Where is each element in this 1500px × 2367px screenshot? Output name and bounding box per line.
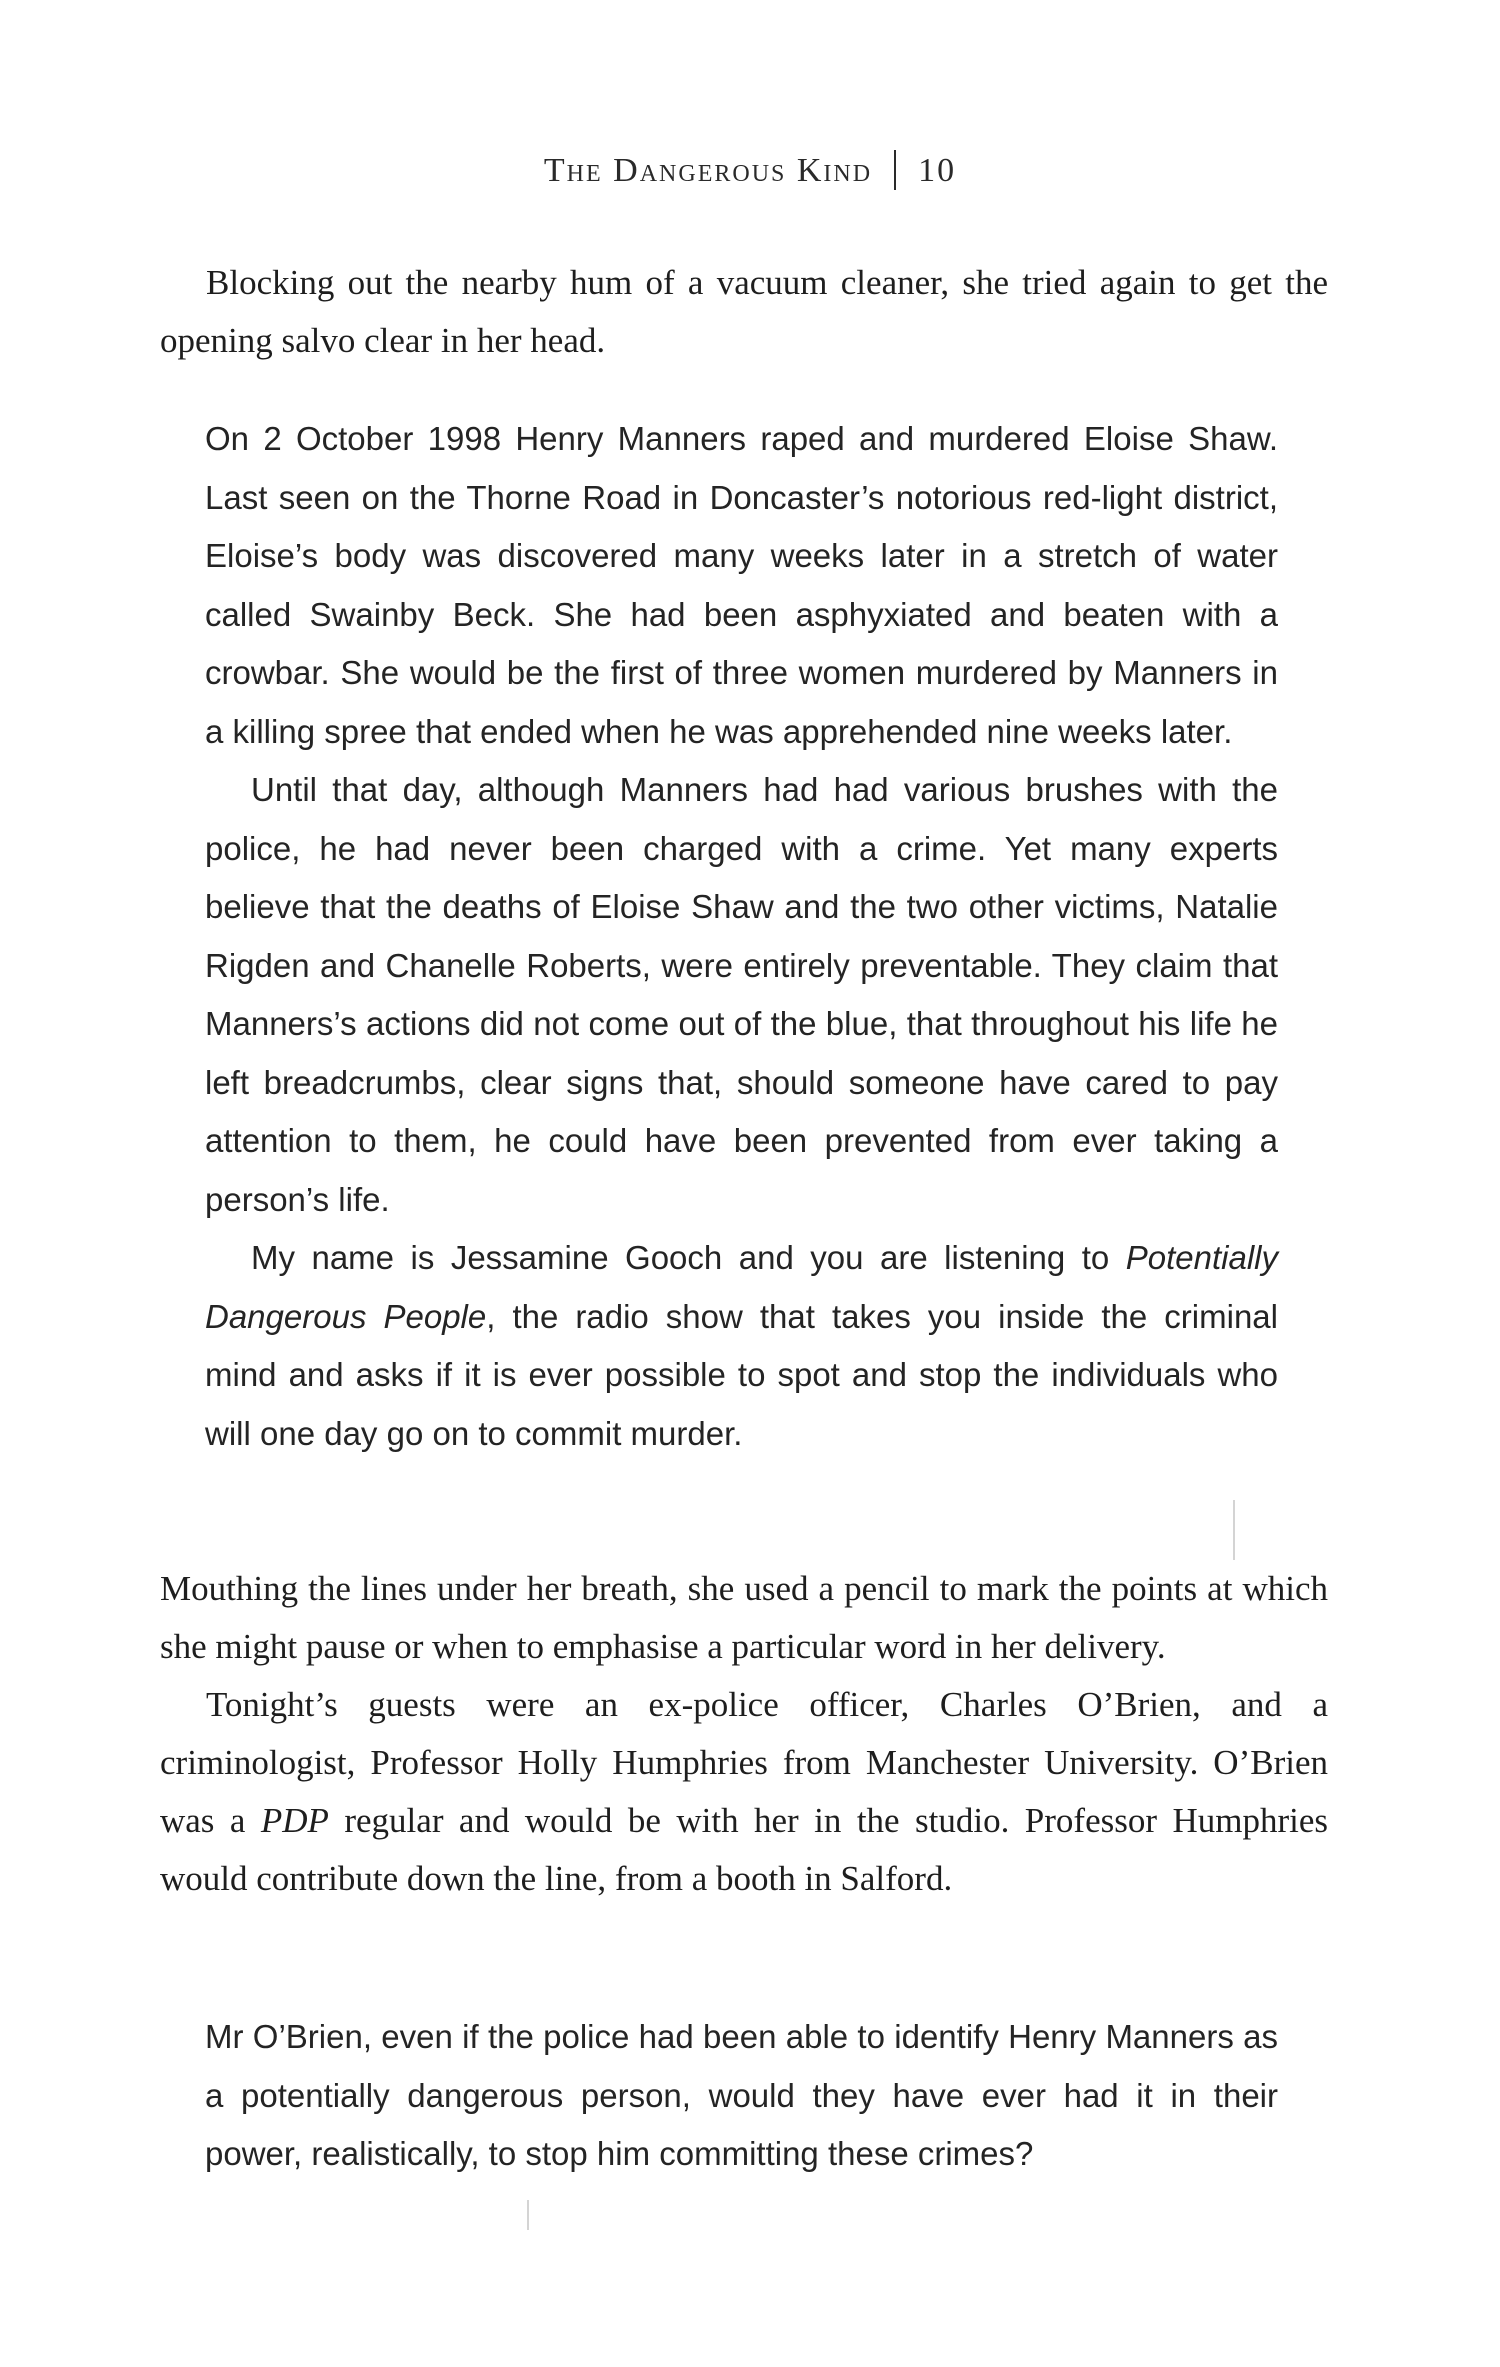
page-number: 10 xyxy=(918,152,957,189)
show-abbreviation: PDP xyxy=(260,1801,329,1840)
scan-artifact xyxy=(527,2200,529,2230)
narrative-paragraph xyxy=(160,1676,1328,1908)
narrative-middle xyxy=(160,1560,1328,1908)
narrative-paragraph: Blocking out the nearby hum of a vacuum cleaner, she tried again to get the opening salvo clear in her head. xyxy=(160,263,1328,360)
script-paragraph: Until that day, although Manners had had various brushes with the police, he had never been charged with a crime. Yet many experts believe that the deaths of Eloise Shaw and the two other victims, Natalie Rigden and Chanelle Roberts, were entirely preventable. They claim that Manners’s actions did not come out of the blue, that throughout his life he left breadcrumbs, clear signs that, should someone have cared to pay attention to them, he could have been prevented from ever taking a person’s life. xyxy=(205,771,1278,1218)
narrative-text: Tonight’s guests were an ex-police officer, Charles O’Brien, and a criminologist, Professor Holly Humphries from Manchester University. O’Brien was a xyxy=(160,1685,1328,1840)
show-title: Potentially Dangerous People xyxy=(205,1239,1278,1335)
header-separator xyxy=(894,150,896,190)
script-paragraph: Mr O’Brien, even if the police had been able to identify Henry Manners as a potentially dangerous person, would they have ever had it in their power, realistically, to stop him committing these crimes? xyxy=(205,2018,1278,2172)
script-text: , the radio show that takes you inside the criminal mind and asks if it is ever possible to spot and stop the individuals who will one day go on to commit murder. xyxy=(205,1297,1278,1452)
script-block-1 xyxy=(205,410,1278,1463)
narrative-paragraph: Mouthing the lines under her breath, she used a pencil to mark the points at which she might pause or when to emphasise a particular word in her delivery. xyxy=(160,1569,1328,1666)
scan-artifact xyxy=(1233,1500,1235,1560)
script-block-2 xyxy=(205,2008,1278,2184)
narrative-text: regular and would be with her in the studio. Professor Humphries would contribute down the line, from a booth in Salford. xyxy=(160,1801,1328,1898)
narrative-top xyxy=(160,254,1328,370)
script-text: My name is Jessamine Gooch and you are listening to xyxy=(251,1239,1126,1276)
running-head xyxy=(0,152,1500,193)
script-paragraph xyxy=(205,1229,1278,1463)
script-paragraph: On 2 October 1998 Henry Manners raped and murdered Eloise Shaw. Last seen on the Thorne Road in Doncaster’s notorious red-light district, Eloise’s body was discovered many weeks later in a stretch of water called Swainby Beck. She had been asphyxiated and beaten with a crowbar. She would be the first of three women murdered by Manners in a killing spree that ended when he was apprehended nine weeks later. xyxy=(205,420,1278,750)
book-title: The Dangerous Kind xyxy=(543,152,873,189)
